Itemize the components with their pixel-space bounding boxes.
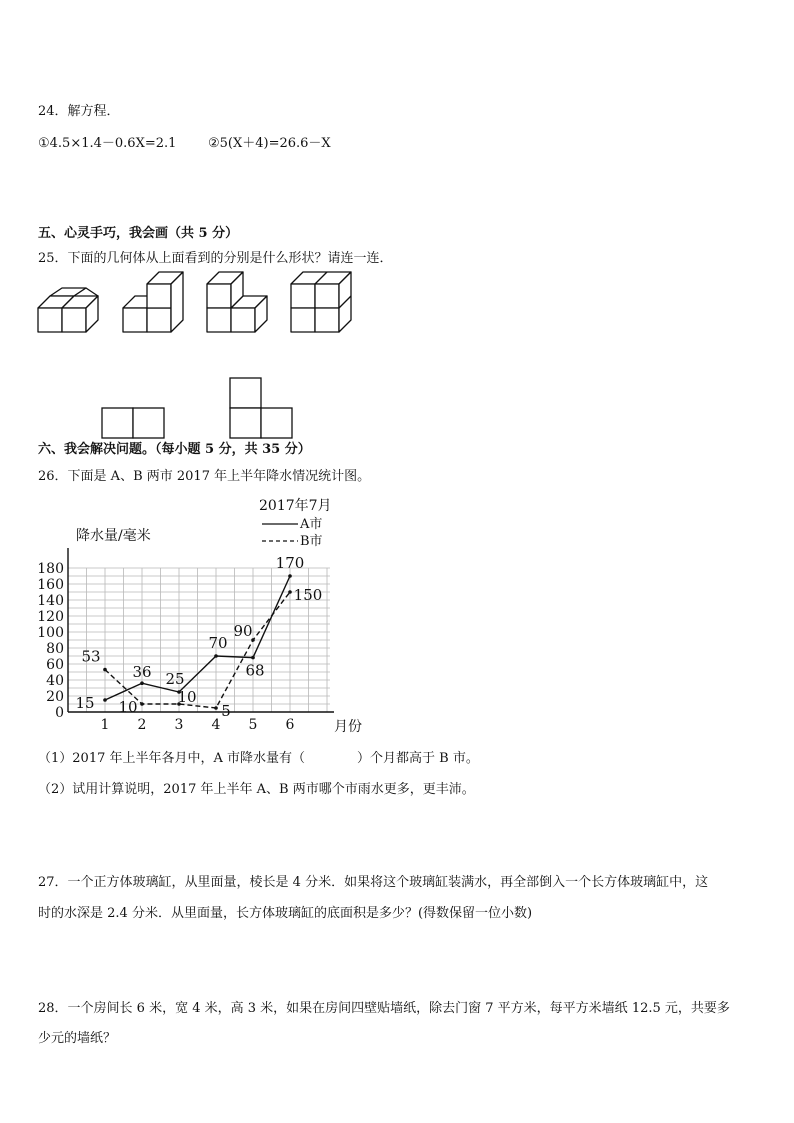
x-tick-label: 4 [211, 717, 221, 733]
chart-axes [68, 548, 334, 712]
x-tick-label: 5 [248, 717, 258, 733]
series-a-data-label: 36 [132, 663, 152, 682]
series-a-point [140, 681, 144, 685]
chart-xlabel: 月份 [334, 719, 362, 735]
series-a-point [251, 656, 255, 660]
y-tick-label: 180 [37, 561, 64, 577]
series-b-point [288, 590, 292, 594]
chart-legend [262, 517, 323, 549]
chart-title: 2017年7月 [259, 498, 332, 514]
series-b-data-label: 10 [177, 688, 197, 706]
series-b-point [103, 668, 107, 672]
q26-part2: （2）试用计算说明，2017 年上半年 A、B 两市哪个市雨水更多，更丰沛。 [38, 782, 475, 797]
series-a-point [214, 654, 218, 658]
x-tick-label: 1 [100, 717, 110, 733]
y-tick-label: 100 [37, 625, 64, 641]
q28-line1: 28．一个房间长 6 米，宽 4 米，高 3 米，如果在房间四壁贴墙纸，除去门窗 7 平方米，每平方米墙纸 12.5 元，共要多 [38, 1001, 730, 1016]
legend-b-label: B市 [300, 534, 323, 549]
x-tick-label: 2 [137, 717, 147, 733]
y-tick-label: 40 [46, 673, 64, 689]
x-tick-label: 3 [174, 717, 184, 733]
series-a-data-label: 25 [165, 670, 185, 688]
q24-equation-2: ②5(X＋4)=26.6－X [208, 136, 331, 151]
series-b-data-label: 53 [81, 647, 101, 666]
series-b-point [214, 706, 218, 710]
y-tick-label: 0 [55, 705, 64, 721]
q28-line2: 少元的墙纸？ [38, 1031, 117, 1046]
y-tick-label: 140 [37, 593, 64, 609]
q24-equation-1: ①4.5×1.4－0.6X=2.1 [38, 136, 177, 151]
chart-ylabel: 降水量/毫米 [76, 528, 151, 544]
y-tick-label: 60 [46, 657, 64, 673]
y-tick-label: 160 [37, 577, 64, 593]
q24-title: 24．解方程． [38, 104, 120, 119]
series-b-data-label: 90 [233, 622, 253, 640]
q26-part1: （1）2017 年上半年各月中，A 市降水量有（ ）个月都高于 B 市。 [38, 751, 479, 766]
chart-x-tick-labels [101, 717, 295, 733]
series-b-data-label: 10 [118, 698, 138, 716]
series-a-data-label: 70 [208, 634, 228, 652]
legend-a-label: A市 [300, 517, 323, 532]
y-tick-label: 80 [46, 641, 64, 657]
q26-title: 26．下面是 A、B 两市 2017 年上半年降水情况统计图。 [38, 469, 371, 484]
section6-heading: 六、我会解决问题。（每小题 5 分，共 35 分） [38, 442, 311, 457]
series-b-point [140, 702, 144, 706]
chart-data-labels [75, 554, 322, 720]
q27-line2: 时的水深是 2.4 分米．从里面量，长方体玻璃缸的底面积是多少？(得数保留一位小数) [38, 906, 533, 921]
chart-grid [68, 568, 330, 712]
section5-heading: 五、心灵手巧，我会画（共 5 分） [38, 226, 239, 241]
series-a-data-label: 170 [275, 554, 305, 572]
series-a-data-label: 15 [75, 694, 95, 712]
series-a-point [103, 698, 107, 702]
chart-y-tick-labels [37, 561, 64, 721]
series-b-data-label: 150 [293, 586, 323, 604]
series-a-point [288, 574, 292, 578]
q25-title: 25．下面的几何体从上面看到的分别是什么形状？请连一连． [38, 251, 393, 266]
q27-line1: 27．一个正方体玻璃缸，从里面量，棱长是 4 分米．如果将这个玻璃缸装满水，再全部倒入一个长方体玻璃缸中，这 [38, 875, 709, 890]
x-tick-label: 6 [285, 717, 295, 733]
series-b-data-label: 5 [221, 702, 231, 720]
series-a-data-label: 68 [245, 661, 265, 680]
y-tick-label: 20 [46, 689, 64, 705]
y-tick-label: 120 [37, 609, 64, 625]
